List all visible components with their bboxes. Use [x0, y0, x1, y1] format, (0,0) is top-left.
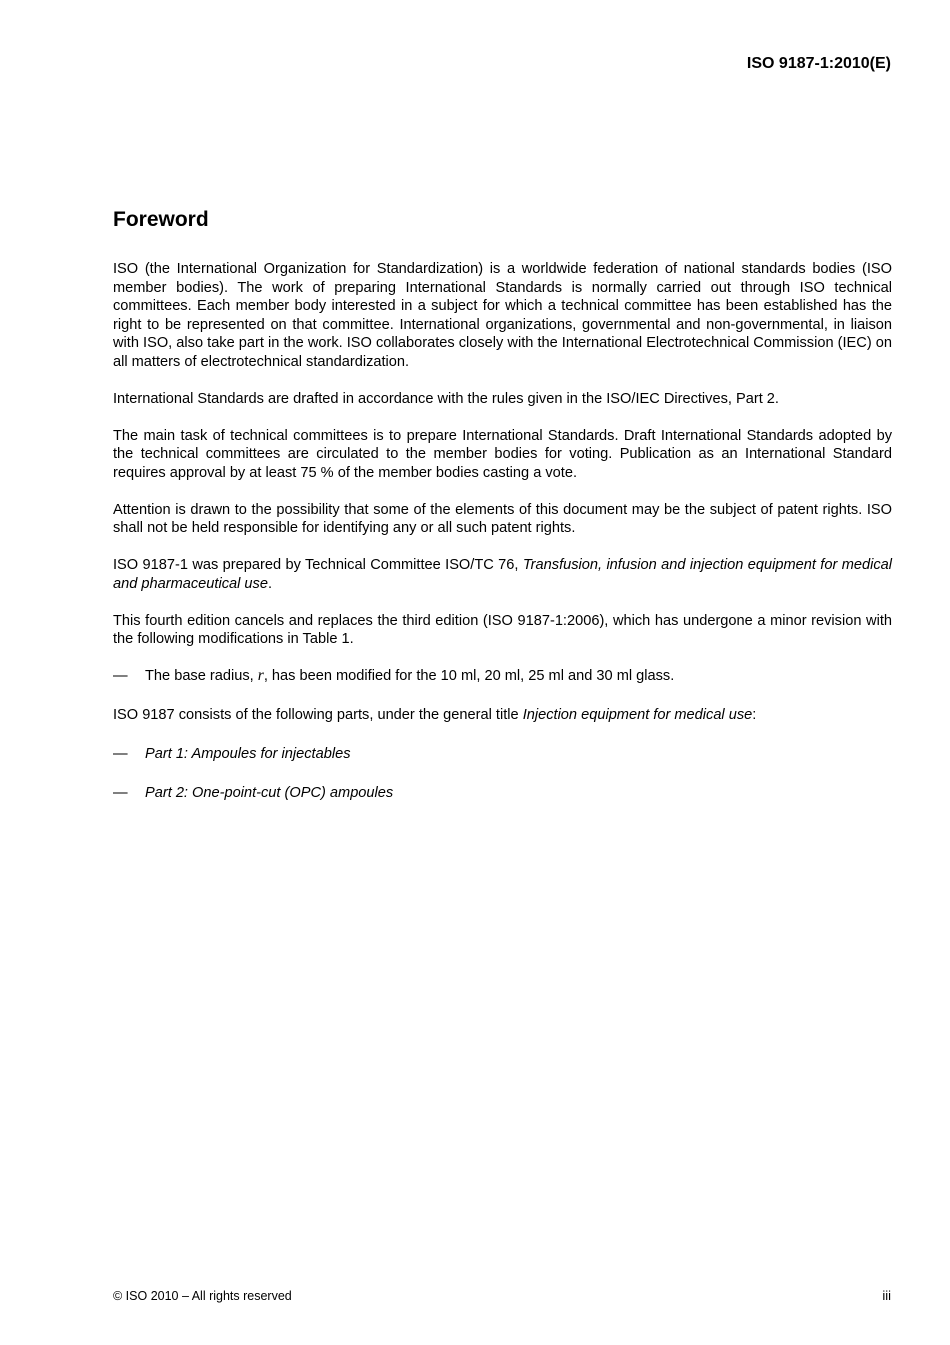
- foreword-body: [113, 260, 892, 823]
- list-dash: —: [113, 746, 128, 762]
- paragraph-parts-intro: [113, 706, 892, 725]
- list-item-part-2: [113, 784, 892, 803]
- paragraph-patent: Attention is drawn to the possibility that some of the elements of this document may be the subject of patent rights. ISO shall not be held responsible for identifying any or all such patent rights.: [113, 501, 892, 536]
- parts-intro-end: :: [752, 707, 757, 723]
- committee-title: Transfusion, infusion and injection equipment for medical and pharmaceutical use: [113, 557, 892, 592]
- modification-item: [113, 667, 892, 686]
- doc-id-header: ISO 9187-1:2010(E): [746, 55, 891, 72]
- list-dash: —: [113, 785, 128, 801]
- modification-text: [145, 667, 892, 686]
- modification-suffix: , has been modified for the 10 ml, 20 ml, 25 ml and 30 ml glass.: [263, 668, 675, 684]
- paragraph-edition: This fourth edition cancels and replaces the third edition (ISO 9187-1:2006), which has undergone a minor revision with the following modifications in Table 1.: [113, 612, 892, 647]
- paragraph-prepared-by: [113, 556, 892, 593]
- part-1-label: Part 1: Ampoules for injectables: [145, 746, 351, 762]
- parts-intro-text: ISO 9187 consists of the following parts, under the general title: [113, 707, 523, 723]
- paragraph-directives: International Standards are drafted in accordance with the rules given in the ISO/IEC Directives, Part 2.: [113, 390, 779, 407]
- radius-symbol: r: [257, 667, 264, 684]
- prepared-by-text: ISO 9187-1 was prepared by Technical Committee ISO/TC 76,: [113, 557, 523, 573]
- copyright-footer: © ISO 2010 – All rights reserved: [113, 1289, 292, 1303]
- paragraph-iso-intro: ISO (the International Organization for Standardization) is a worldwide federation of national standards bodies (ISO member bodies). The work of preparing International Standards is normally carried out through ISO technical committees. Each member body interested in a subject for which a technical committee has been established has the right to be represented on that committee. International organizations, governmental and non-governmental, in liaison with ISO, also take part in the work. ISO collaborates closely with the International Electrotechnical Commission (IEC) on all matters of electrotechnical standardization.: [113, 261, 892, 370]
- general-title: Injection equipment for medical use: [522, 707, 753, 723]
- paragraph-committees: The main task of technical committees is to prepare International Standards. Draft International Standards adopted by the technical committees are circulated to the member bodies for voting. Publication as an International Standard requires approval by at least 75 % of the member bodies casting a vote.: [113, 427, 892, 481]
- page-title: Foreword: [113, 208, 209, 231]
- prepared-by-end: .: [267, 575, 273, 592]
- page-number: iii: [882, 1288, 891, 1303]
- list-dash: —: [113, 668, 128, 684]
- modification-prefix: The base radius,: [145, 668, 258, 684]
- list-item-part-1: [113, 745, 892, 764]
- part-2-label: Part 2: One-point-cut (OPC) ampoules: [145, 785, 394, 801]
